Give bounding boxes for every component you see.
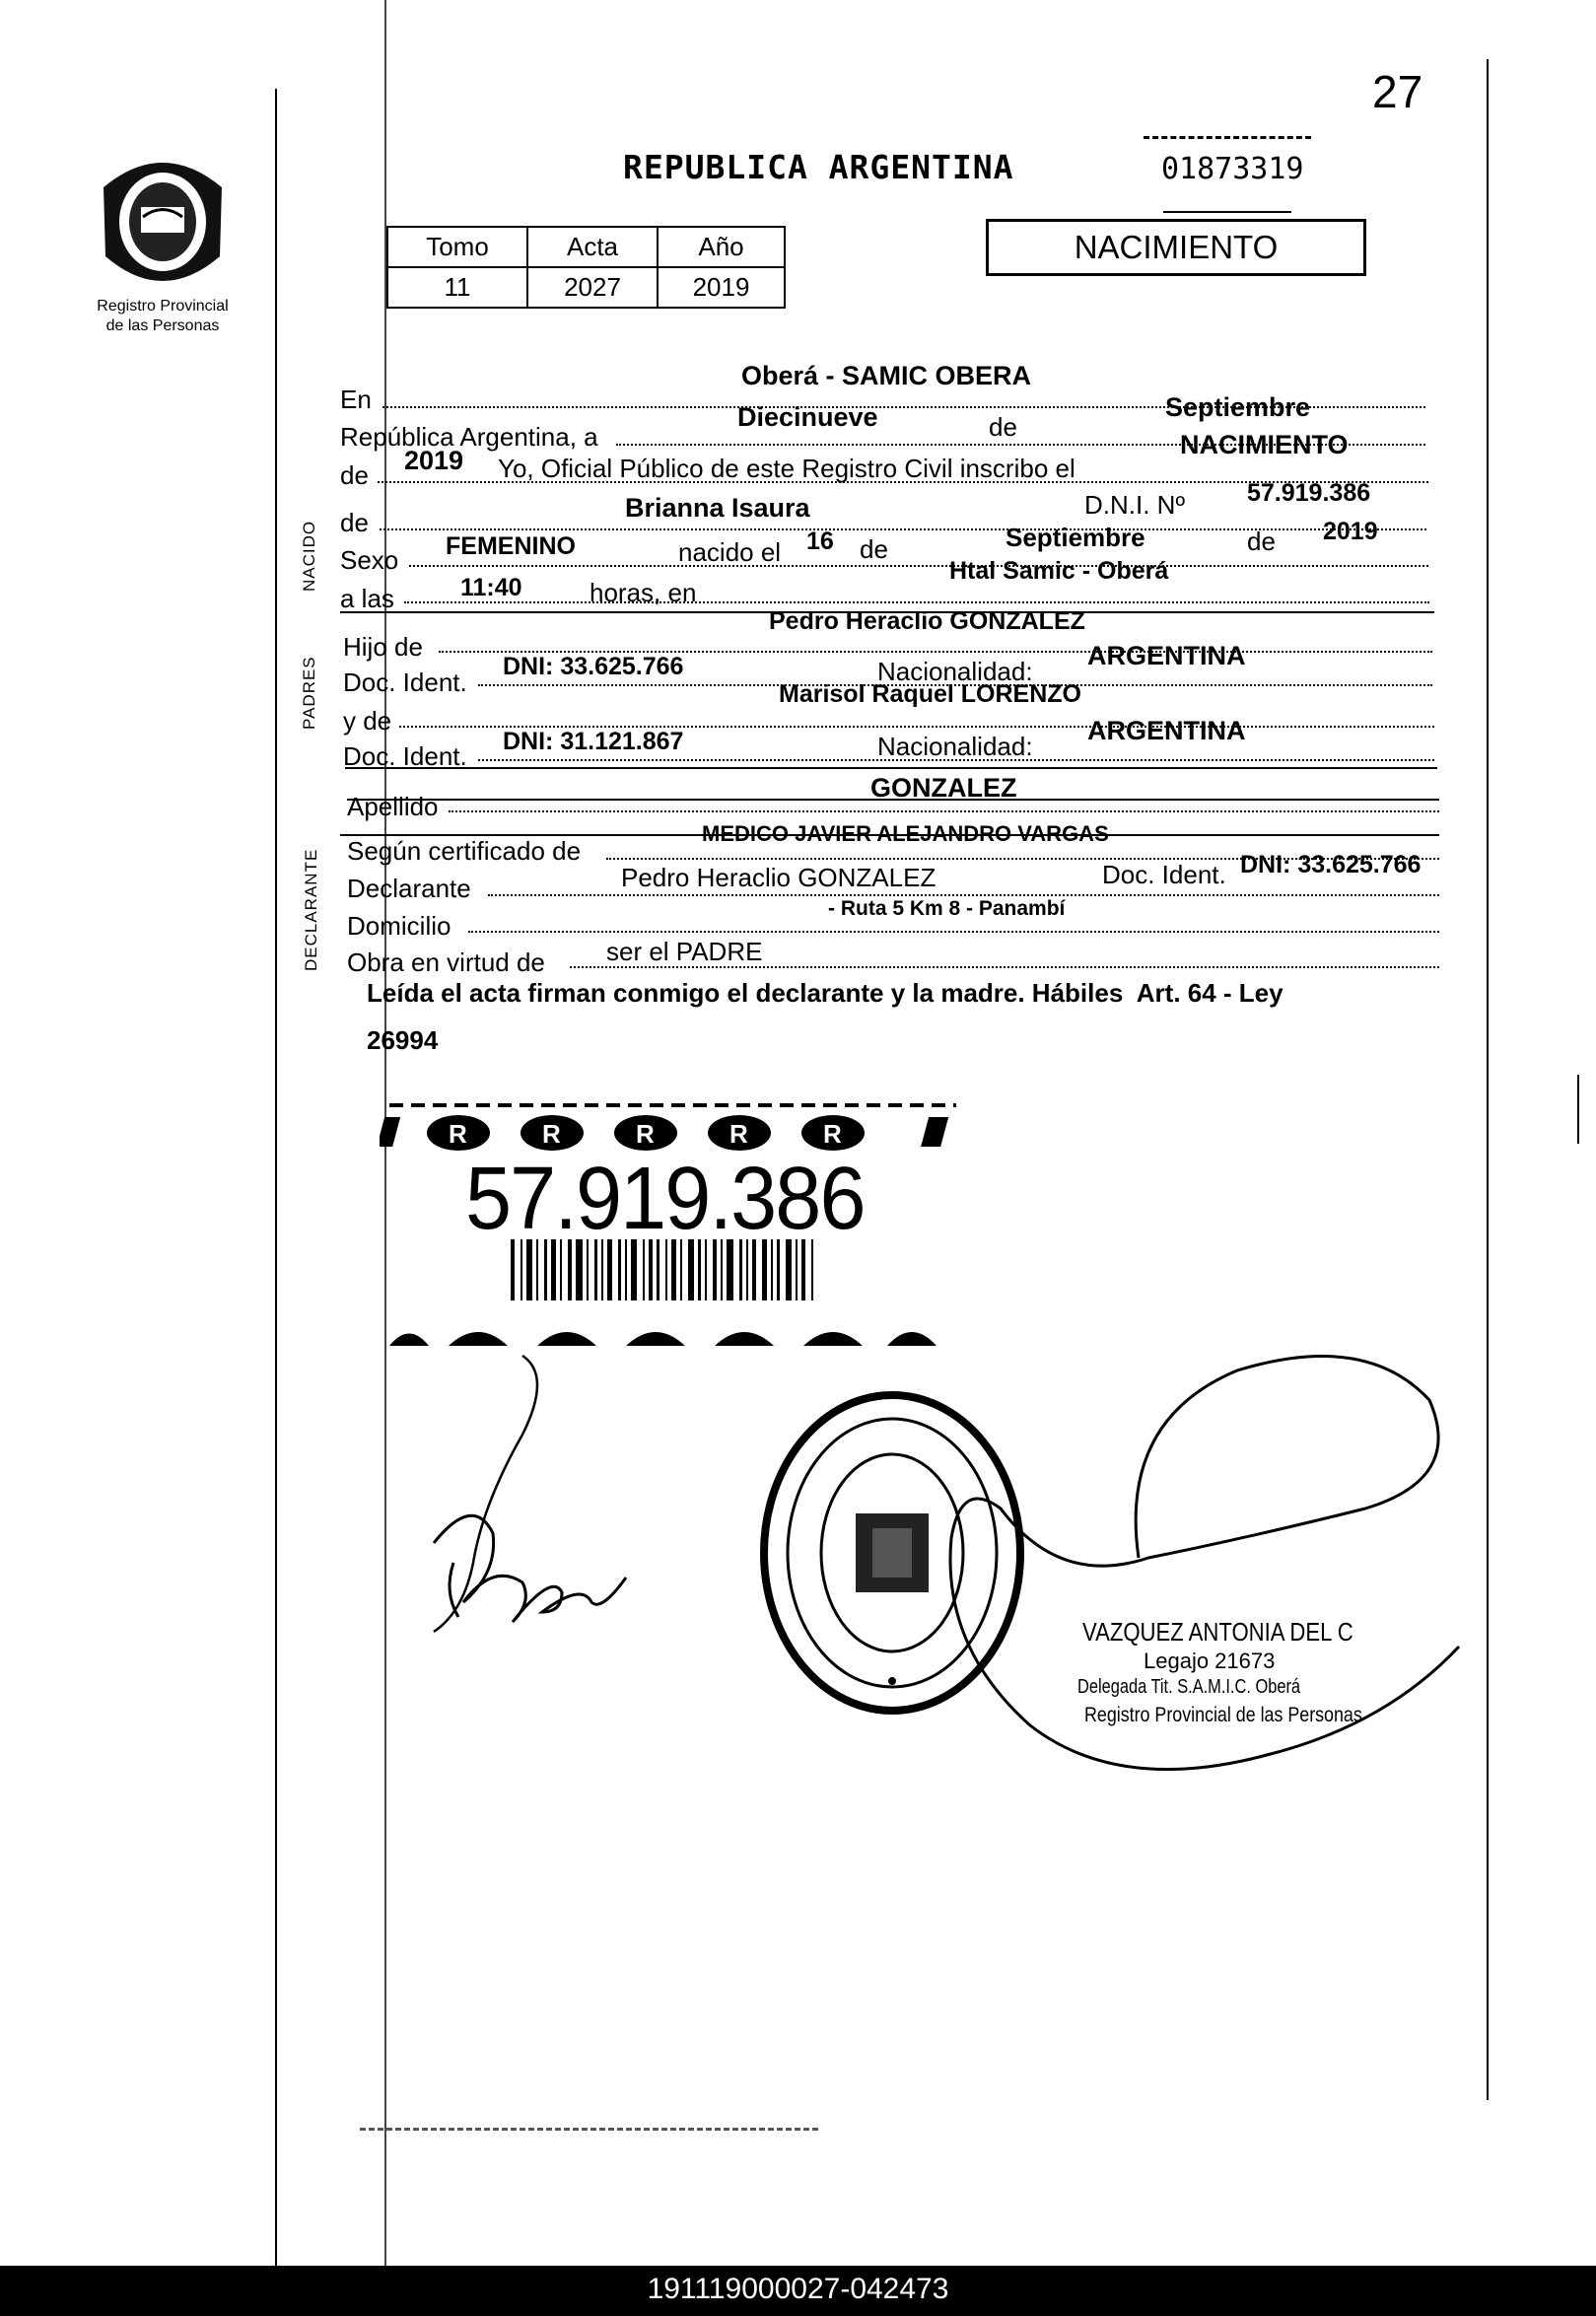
official-office: Registro Provincial de las Personas — [1084, 1704, 1362, 1726]
label-nacionalidad2: Nacionalidad: — [877, 732, 1033, 761]
label-de-dia: de — [860, 534, 888, 564]
value-madre-nac: ARGENTINA — [1087, 716, 1246, 745]
logo-caption-line-2: de las Personas — [105, 317, 220, 334]
line-sexo — [409, 565, 1428, 567]
value-nombre: Brianna Isaura — [625, 493, 810, 523]
section-divider-2 — [345, 767, 1437, 769]
page-number: 27 — [1372, 66, 1423, 117]
value-madre-doc: DNI: 31.121.867 — [503, 728, 684, 755]
label-hijo-de: Hijo de — [343, 632, 423, 662]
svg-text:R: R — [542, 1119, 561, 1149]
value-anio: 2019 — [404, 446, 464, 475]
side-label-nacido: NACIDO — [300, 520, 318, 592]
label-republica: República Argentina, a — [340, 422, 598, 452]
value-dni: 57.919.386 — [1247, 479, 1371, 507]
value-sexo: FEMENINO — [446, 532, 576, 560]
right-edge-mark — [1577, 1075, 1579, 1144]
value-apellido: GONZALEZ — [870, 773, 1017, 803]
left-margin-line — [275, 89, 277, 2278]
official-legajo: Legajo 21673 — [1144, 1649, 1276, 1673]
sticker-number: 57.919.386 — [465, 1150, 865, 1248]
declarant-signature — [414, 1336, 651, 1651]
province-seal-logo — [94, 148, 232, 296]
label-de-anio2: de — [1247, 526, 1276, 556]
label-en: En — [340, 385, 372, 414]
serial-dash-top — [1144, 136, 1311, 139]
serial-underline — [1163, 211, 1291, 213]
value-nacido-mes: Septiembre — [1006, 523, 1145, 552]
label-domicilio: Domicilio — [347, 911, 451, 941]
closing-line-2: 26994 — [367, 1025, 439, 1055]
right-margin-line — [1487, 59, 1489, 2100]
side-label-padres: PADRES — [300, 656, 318, 730]
label-obra: Obra en virtud de — [347, 947, 545, 977]
value-lugar-nac: Htal Samic - Oberá — [949, 557, 1169, 585]
value-nacido-dia: 16 — [806, 527, 834, 555]
value-domicilio: - Ruta 5 Km 8 - Panambí — [828, 897, 1066, 920]
logo-caption-line-1: Registro Provincial — [97, 298, 229, 315]
faint-dash-line — [360, 2128, 818, 2131]
line-domicilio — [468, 931, 1439, 933]
line-doc-madre — [478, 759, 1434, 761]
value-padre: Pedro Heraclio GONZALEZ — [769, 607, 1085, 635]
label-declarante: Declarante — [347, 874, 471, 903]
closing-line-1: Leída el acta firman conmigo el declarante y la madre. Hábiles Art. 64 - Ley — [367, 978, 1284, 1008]
label-doc-ident2: Doc. Ident. — [343, 741, 467, 771]
footer-code: 191119000027-042473 — [647, 2273, 949, 2305]
label-apellido: Apellido — [347, 792, 439, 821]
value-mes: Septiembre — [1165, 392, 1311, 422]
value-padre-nac: ARGENTINA — [1087, 641, 1246, 670]
svg-text:R: R — [636, 1119, 655, 1149]
value-nacido-anio: 2019 — [1323, 518, 1378, 545]
label-nacido-el: nacido el — [678, 537, 782, 567]
label-yo: Yo, Oficial Público de este Registro Civil inscribo el — [498, 454, 1076, 483]
section-divider-3 — [347, 799, 1439, 801]
value-obra: ser el PADRE — [606, 937, 763, 966]
label-sexo: Sexo — [340, 545, 399, 575]
official-name: VAZQUEZ ANTONIA DEL C — [1082, 1617, 1353, 1647]
value-lugar: Oberá - SAMIC OBERA — [741, 361, 1032, 390]
line-a-las — [404, 601, 1429, 603]
label-y-de: y de — [343, 706, 392, 736]
official-role: Delegada Tit. S.A.M.I.C. Oberá — [1077, 1676, 1301, 1698]
label-a-las: a las — [340, 584, 394, 613]
label-horas-en: horas, en — [590, 578, 697, 607]
tomo-acta-table — [386, 226, 786, 309]
tomo-value: 11 — [387, 267, 527, 308]
act-type-box: NACIMIENTO — [986, 219, 1366, 276]
value-padre-doc: DNI: 33.625.766 — [503, 653, 684, 680]
value-tipo: NACIMIENTO — [1180, 430, 1349, 459]
serial-number: 01873319 — [1161, 152, 1304, 186]
country-title: REPUBLICA ARGENTINA — [623, 148, 1014, 186]
anio-value: 2019 — [658, 267, 785, 308]
line-apellido — [449, 810, 1439, 812]
label-segun: Según certificado de — [347, 836, 582, 866]
label-nacionalidad: Nacionalidad: — [877, 657, 1033, 686]
value-dia: Diecinueve — [737, 402, 878, 432]
label-doc-ident3: Doc. Ident. — [1102, 860, 1226, 889]
svg-text:R: R — [449, 1119, 467, 1149]
acta-value: 2027 — [527, 267, 658, 308]
value-certificado: MEDICO JAVIER ALEJANDRO VARGAS — [702, 821, 1109, 846]
anio-header: Año — [658, 227, 785, 267]
label-doc-ident: Doc. Ident. — [343, 667, 467, 697]
value-declarante: Pedro Heraclio GONZALEZ — [621, 863, 937, 892]
line-declarante — [488, 894, 1439, 896]
svg-text:R: R — [823, 1119, 842, 1149]
value-madre: Marisol Raquel LORENZO — [779, 680, 1081, 708]
acta-header: Acta — [527, 227, 658, 267]
side-label-declarante: DECLARANTE — [302, 848, 320, 971]
value-hora: 11:40 — [460, 574, 522, 601]
label-dni: D.N.I. Nº — [1084, 490, 1185, 520]
label-de-nombre: de — [340, 508, 369, 537]
label-de-anio: de — [340, 460, 369, 490]
label-de-mes: de — [989, 412, 1017, 442]
tomo-header: Tomo — [387, 227, 527, 267]
official-signature — [941, 1331, 1474, 1804]
value-declarante-doc: DNI: 33.625.766 — [1240, 851, 1422, 878]
svg-text:R: R — [729, 1119, 748, 1149]
